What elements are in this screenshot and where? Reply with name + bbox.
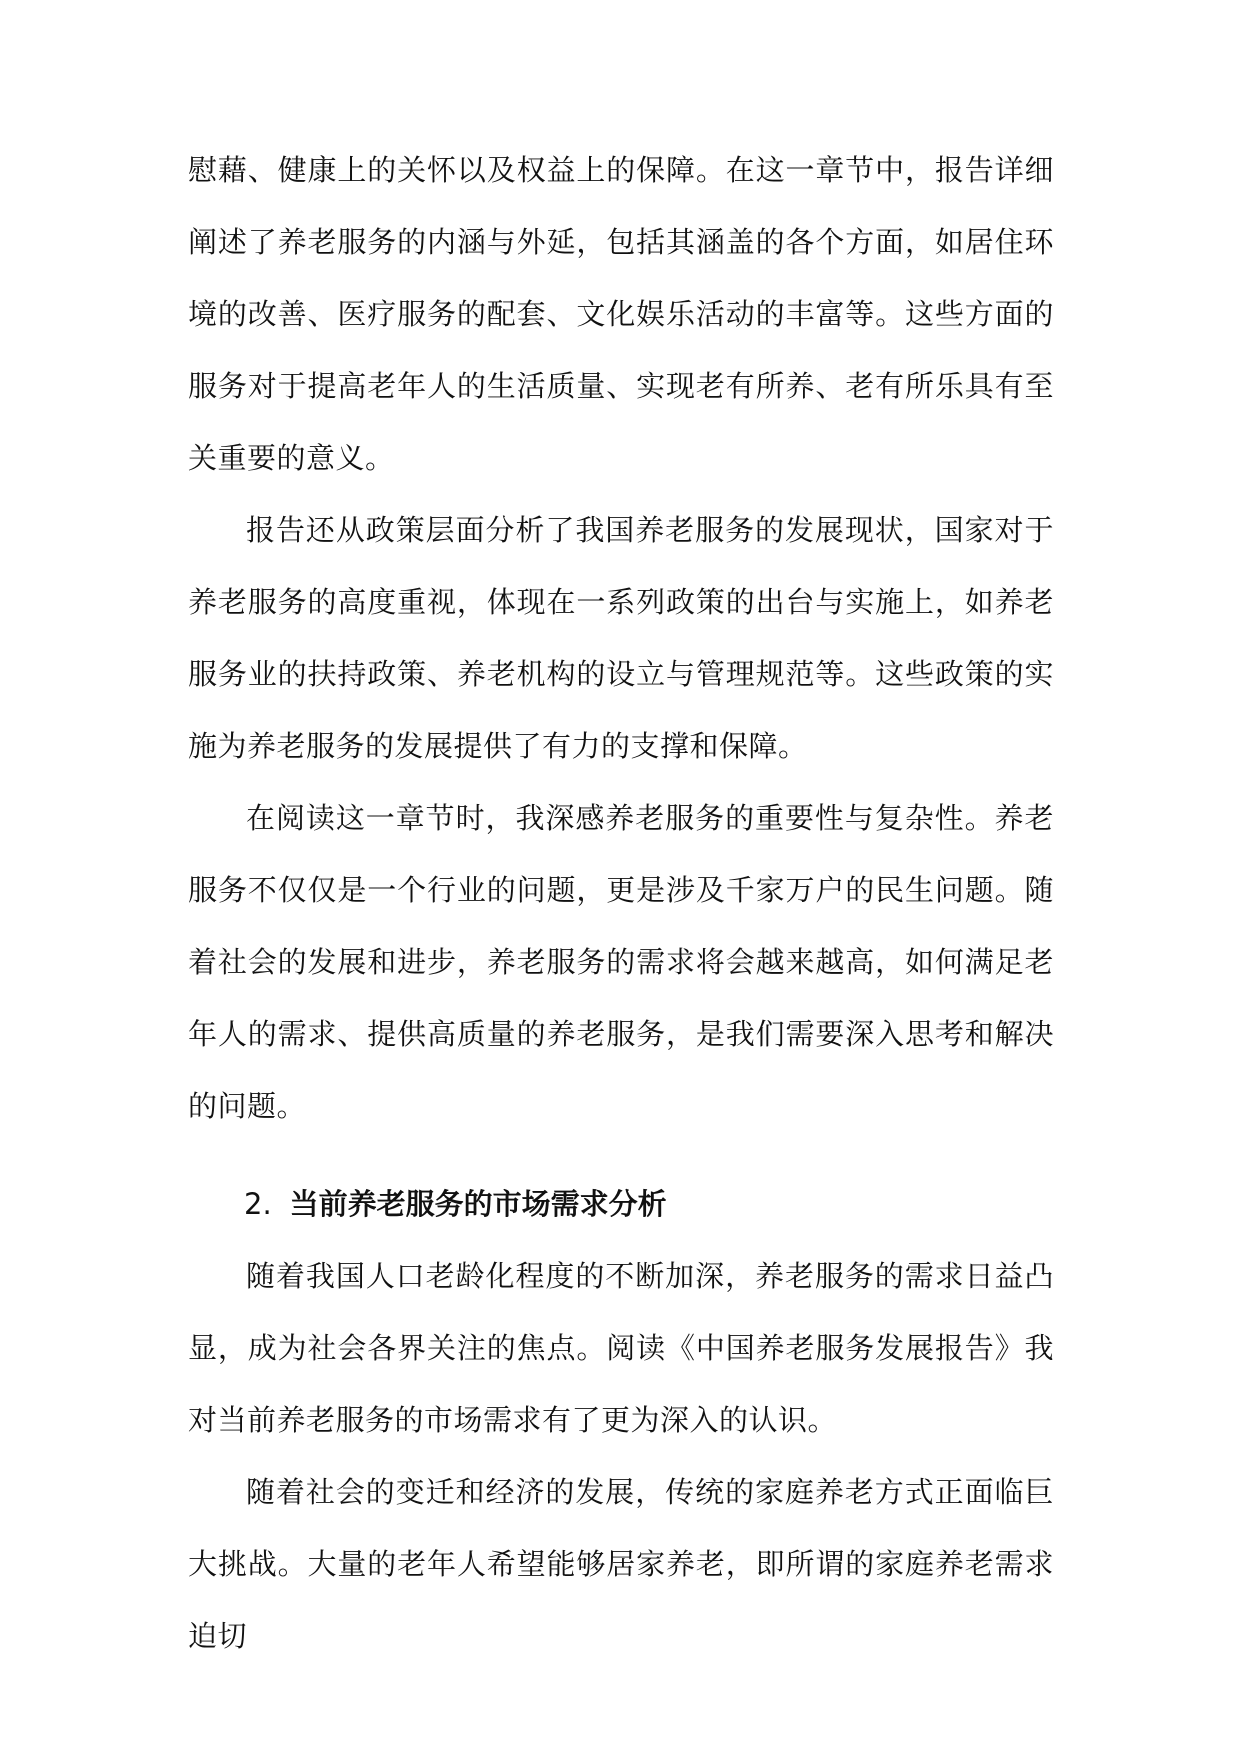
paragraph-2: 报告还从政策层面分析了我国养老服务的发展现状，国家对于养老服务的高度重视，体现在一系列政策的出台与实施上，如养老服务业的扶持政策、养老机构的设立与管理规范等。这些政策的实施为养老服务的发展提供了有力的支撑和保障。 [188, 513, 1054, 763]
paragraph-3: 在阅读这一章节时，我深感养老服务的重要性与复杂性。养老服务不仅仅是一个行业的问题，更是涉及千家万户的民生问题。随着社会的发展和进步，养老服务的需求将会越来越高，如何满足老年人的需求、提供高质量的养老服务，是我们需要深入思考和解决的问题。 [188, 801, 1054, 1123]
paragraph-1: 慰藉、健康上的关怀以及权益上的保障。在这一章节中，报告详细阐述了养老服务的内涵与外延，包括其涵盖的各个方面，如居住环境的改善、医疗服务的配套、文化娱乐活动的丰富等。这些方面的服务对于提高老年人的生活质量、实现老有所养、老有所乐具有至关重要的意义。 [188, 153, 1054, 475]
section-heading [188, 1168, 1054, 1240]
section-number: 2. [244, 1187, 272, 1221]
paragraph-4: 随着我国人口老龄化程度的不断加深，养老服务的需求日益凸显，成为社会各界关注的焦点。阅读《中国养老服务发展报告》我对当前养老服务的市场需求有了更为深入的认识。 [188, 1259, 1054, 1437]
document-page [188, 134, 1054, 1672]
paragraph-5: 随着社会的变迁和经济的发展，传统的家庭养老方式正面临巨大挑战。大量的老年人希望能够居家养老，即所谓的家庭养老需求迫切 [188, 1475, 1054, 1653]
section-title: 当前养老服务的市场需求分析 [289, 1187, 667, 1221]
